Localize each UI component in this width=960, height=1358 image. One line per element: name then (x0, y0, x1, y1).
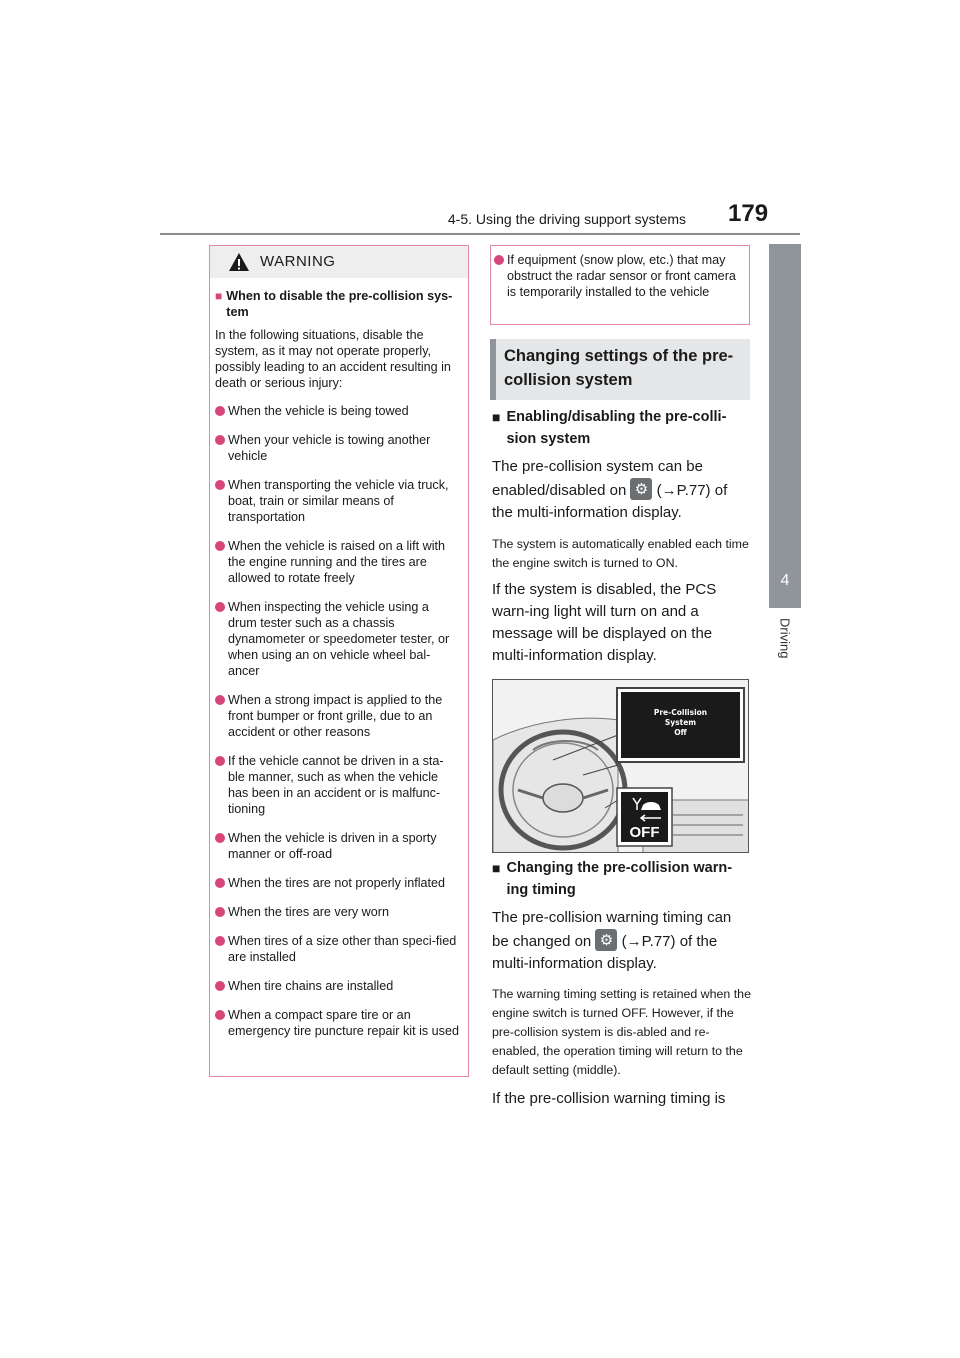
warning-subheading (215, 288, 460, 320)
list-item-text: When your vehicle is towing another vehicle (228, 433, 431, 463)
list-item (215, 477, 460, 525)
list-item-text: When a strong impact is applied to the front bumper or front grille, due to an accident or other reasons (228, 693, 443, 739)
bullet-dot-icon (215, 907, 225, 917)
subheading-timing (492, 857, 752, 901)
enable-text-b: (→P.77) of the multi-information display. (492, 482, 728, 521)
timing-paragraph (492, 907, 752, 975)
chapter-tab (769, 244, 801, 608)
header-rule (160, 233, 800, 235)
list-item (494, 252, 741, 300)
enable-text-a: The pre-collision system can be enabled/disabled on (492, 458, 703, 499)
list-item (215, 904, 460, 920)
warning-subheading-text: When to disable the pre-collision sys-tem (226, 289, 453, 319)
list-item-text: When the tires are not properly inflated (228, 876, 446, 890)
bullet-dot-icon (215, 406, 225, 416)
warning-intro: In the following situations, disable the system, as it may not operate properly, possibly leading to an accident resulting in death or serious injury: (215, 328, 451, 390)
warning-continued-box (490, 245, 750, 325)
list-item-text: When inspecting the vehicle using a drum tester such as a chassis dynamometer or speedometer tester, or when using an on vehicle wheel bal-ancer (228, 600, 450, 678)
list-item-text: When tire chains are installed (228, 979, 394, 993)
bullet-dot-icon (215, 602, 225, 612)
bullet-dot-icon (494, 255, 504, 265)
list-item (215, 875, 460, 891)
warning-header (210, 246, 468, 278)
list-item-text: When the tires are very worn (228, 905, 389, 919)
list-item-text: When transporting the vehicle via truck, boat, train or similar means of transportation (228, 478, 449, 524)
chapter-label-wrap (770, 618, 800, 668)
bullet-dot-icon (215, 1010, 225, 1020)
list-item-text: When tires of a size other than speci-fied are installed (228, 934, 457, 964)
dashboard-illustration (492, 679, 749, 853)
bullet-dot-icon (215, 695, 225, 705)
subheading-enable (492, 406, 752, 450)
chapter-number: 4 (780, 572, 790, 589)
list-item (215, 599, 460, 679)
bullet-dot-icon (215, 981, 225, 991)
display-screen-text (621, 708, 740, 738)
chapter-label: Driving (777, 618, 793, 659)
enable-paragraph (492, 456, 752, 524)
display-line-2: System (664, 718, 697, 727)
enable-note: The system is automatically enabled each time the engine switch is turned to ON. (492, 537, 749, 570)
list-item-text: When a compact spare tire or an emergency tire puncture repair kit is used (228, 1008, 459, 1038)
bullet-dot-icon (215, 878, 225, 888)
list-item-text: When the vehicle is being towed (228, 404, 409, 418)
bullet-dot-icon (215, 480, 225, 490)
timing-text-b: (→P.77) of the multi-information display. (492, 933, 718, 972)
list-item (215, 538, 460, 586)
bullet-dot-icon (215, 541, 225, 551)
subheading-enable-text: Enabling/disabling the pre-colli-sion system (506, 409, 727, 447)
warning-list (215, 403, 460, 1039)
list-item-text: When the vehicle is driven in a sporty manner or off-road (228, 831, 437, 861)
bullet-dot-icon (215, 756, 225, 766)
display-line-1: Pre-Collision (653, 708, 708, 717)
square-bullet-icon: ■ (492, 409, 501, 425)
settings-gear-icon (630, 478, 652, 500)
list-item (215, 432, 460, 464)
list-item-text: When the vehicle is raised on a lift with the engine running and the tires are allowed to rotate freely (228, 539, 445, 585)
list-item-text: If equipment (snow plow, etc.) that may obstruct the radar sensor or front camera is temporarily installed to the vehicle (507, 253, 736, 299)
timing-note: The warning timing setting is retained when the engine switch is turned OFF. However, if the pre-collision system is dis-abled and re-enabled, the operation timing will return to the default setting (middle). (492, 987, 751, 1077)
bullet-dot-icon (215, 833, 225, 843)
list-item (215, 933, 460, 965)
warning-triangle-icon (228, 252, 250, 272)
warning-body (210, 278, 468, 1039)
timing-text-a: The pre-collision warning timing can be changed on (492, 909, 732, 950)
square-bullet-icon: ■ (215, 289, 223, 303)
subheading-timing-text: Changing the pre-collision warn-ing timing (506, 860, 733, 898)
warning-title: WARNING (260, 253, 336, 270)
section-heading: Changing settings of the pre-collision system (490, 339, 750, 400)
settings-gear-icon (595, 929, 617, 951)
bullet-dot-icon (215, 435, 225, 445)
page-number: 179 (728, 200, 769, 227)
list-item (215, 978, 460, 994)
warning-box (209, 245, 469, 1077)
list-item (215, 692, 460, 740)
enable-paragraph-2: If the system is disabled, the PCS warn-ing light will turn on and a message will be displayed on the multi-information display. (492, 581, 717, 664)
list-item (215, 403, 460, 419)
list-item (215, 830, 460, 862)
list-item (215, 1007, 460, 1039)
timing-paragraph-2: If the pre-collision warning timing is (492, 1090, 726, 1107)
list-item-text: If the vehicle cannot be driven in a sta-ble manner, such as when the vehicle has been in an accident or is malfunc-tioning (228, 754, 444, 816)
bullet-dot-icon (215, 936, 225, 946)
square-bullet-icon: ■ (492, 860, 501, 876)
pcs-off-indicator-text: OFF (629, 824, 660, 841)
display-line-3: Off (674, 728, 687, 737)
list-item (215, 753, 460, 817)
running-header: 4-5. Using the driving support systems (447, 211, 686, 227)
